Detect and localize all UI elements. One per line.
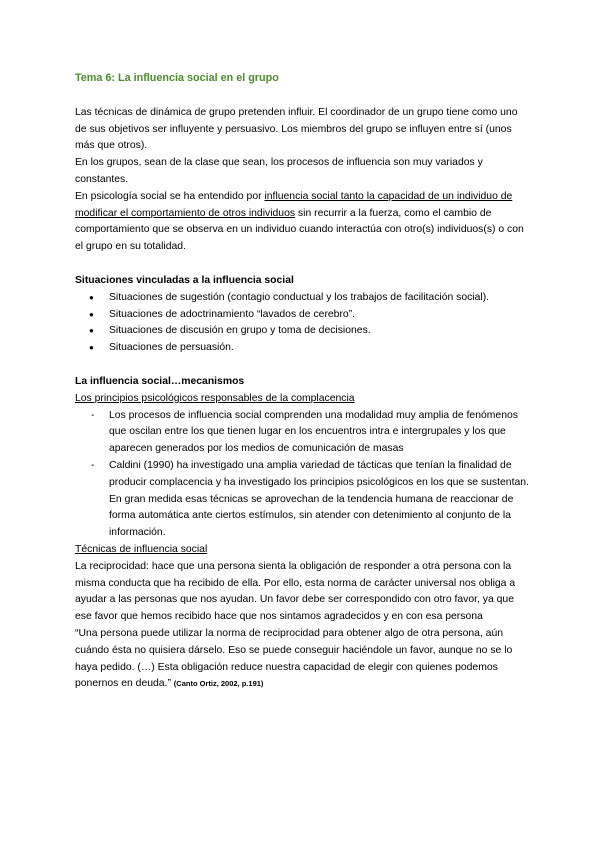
quote-text: “Una persona puede utilizar la norma de reciprocidad para obtener algo de otra persona, aún cuándo ésta no quisiera dárselo. Eso se puede conseguir haciéndole un favor, aunque no se lo haya pedido. (…) Esta obligación reduce nuestra capacidad de elegir con quienes podemos ponernos en deuda.” xyxy=(75,627,513,690)
mecanismos-subheading: Los principios psicológicos responsables de la complacencia xyxy=(75,392,355,404)
list-item: ● Situaciones de adoctrinamiento “lavados de cerebro”. xyxy=(75,307,530,324)
mecanismos-heading: La influencia social…mecanismos xyxy=(75,375,245,387)
quote-citation: (Canto Ortiz, 2002, p.191) xyxy=(173,679,264,689)
situaciones-list xyxy=(75,290,530,357)
definition-paragraph xyxy=(75,189,530,256)
document-page xyxy=(75,70,530,693)
mecanismos-list xyxy=(75,408,530,542)
definition-before: En psicología social se ha entendido por xyxy=(75,190,265,202)
intro-paragraph-2: En los grupos, sean de la clase que sean, los procesos de influencia son muy variados y constantes. xyxy=(75,157,483,185)
situaciones-heading: Situaciones vinculadas a la influencia social xyxy=(75,274,294,286)
list-item: ● Situaciones de sugestión (contagio conductual y los trabajos de facilitación social). xyxy=(75,290,530,307)
reciprocidad-paragraph: La reciprocidad: hace que una persona sienta la obligación de responder a otra persona con la misma conducta que ha recibido de ella. Por ello, esta norma de carácter universal nos obliga a ayudar a las personas que nos ayudan. Un favor debe ser correspondido con otro favor, ya que ese favor que hemos recibido hace que nos sintamos agradecidos y en con esa persona xyxy=(75,560,516,623)
list-item: ● Situaciones de persuasión. xyxy=(75,340,530,357)
list-item: - Los procesos de influencia social comprenden una modalidad muy amplia de fenómenos que oscilan entre los que tienen lugar en los encuentros intra e intergrupales y los que aparecen generados por los medios de comunicación de masas xyxy=(75,408,530,458)
definition-underlined: influencia social tanto la capacidad de un individuo de modificar el comportamiento de otros individuos xyxy=(75,190,513,219)
definition-after: sin recurrir a la fuerza, como el cambio de comportamiento que se observa en un individuo cuando interactúa con otro(s) individuos(s) o con el grupo en su totalidad. xyxy=(75,207,524,253)
document-title: Tema 6: La influencia social en el grupo xyxy=(75,72,279,84)
list-item: - Caldini (1990) ha investigado una amplia variedad de tácticas que tenían la finalidad de producir complacencia y ha investigado los principios psicológicos en los que se sustentan. En gran medida esas técnicas se aprovechan de la tendencia humana de reaccionar de forma automática ante ciertos estímulos, sin atender con detenimiento al conjunto de la información. xyxy=(75,458,530,542)
tecnicas-heading: Técnicas de influencia social xyxy=(75,543,208,555)
intro-paragraph-1: Las técnicas de dinámica de grupo pretenden influir. El coordinador de un grupo tiene como uno de sus objetivos ser influyente y persuasivo. Los miembros del grupo se influyen entre sí (unos más que otros). xyxy=(75,106,518,152)
list-item: ● Situaciones de discusión en grupo y toma de decisiones. xyxy=(75,323,530,340)
quote-paragraph xyxy=(75,626,530,693)
